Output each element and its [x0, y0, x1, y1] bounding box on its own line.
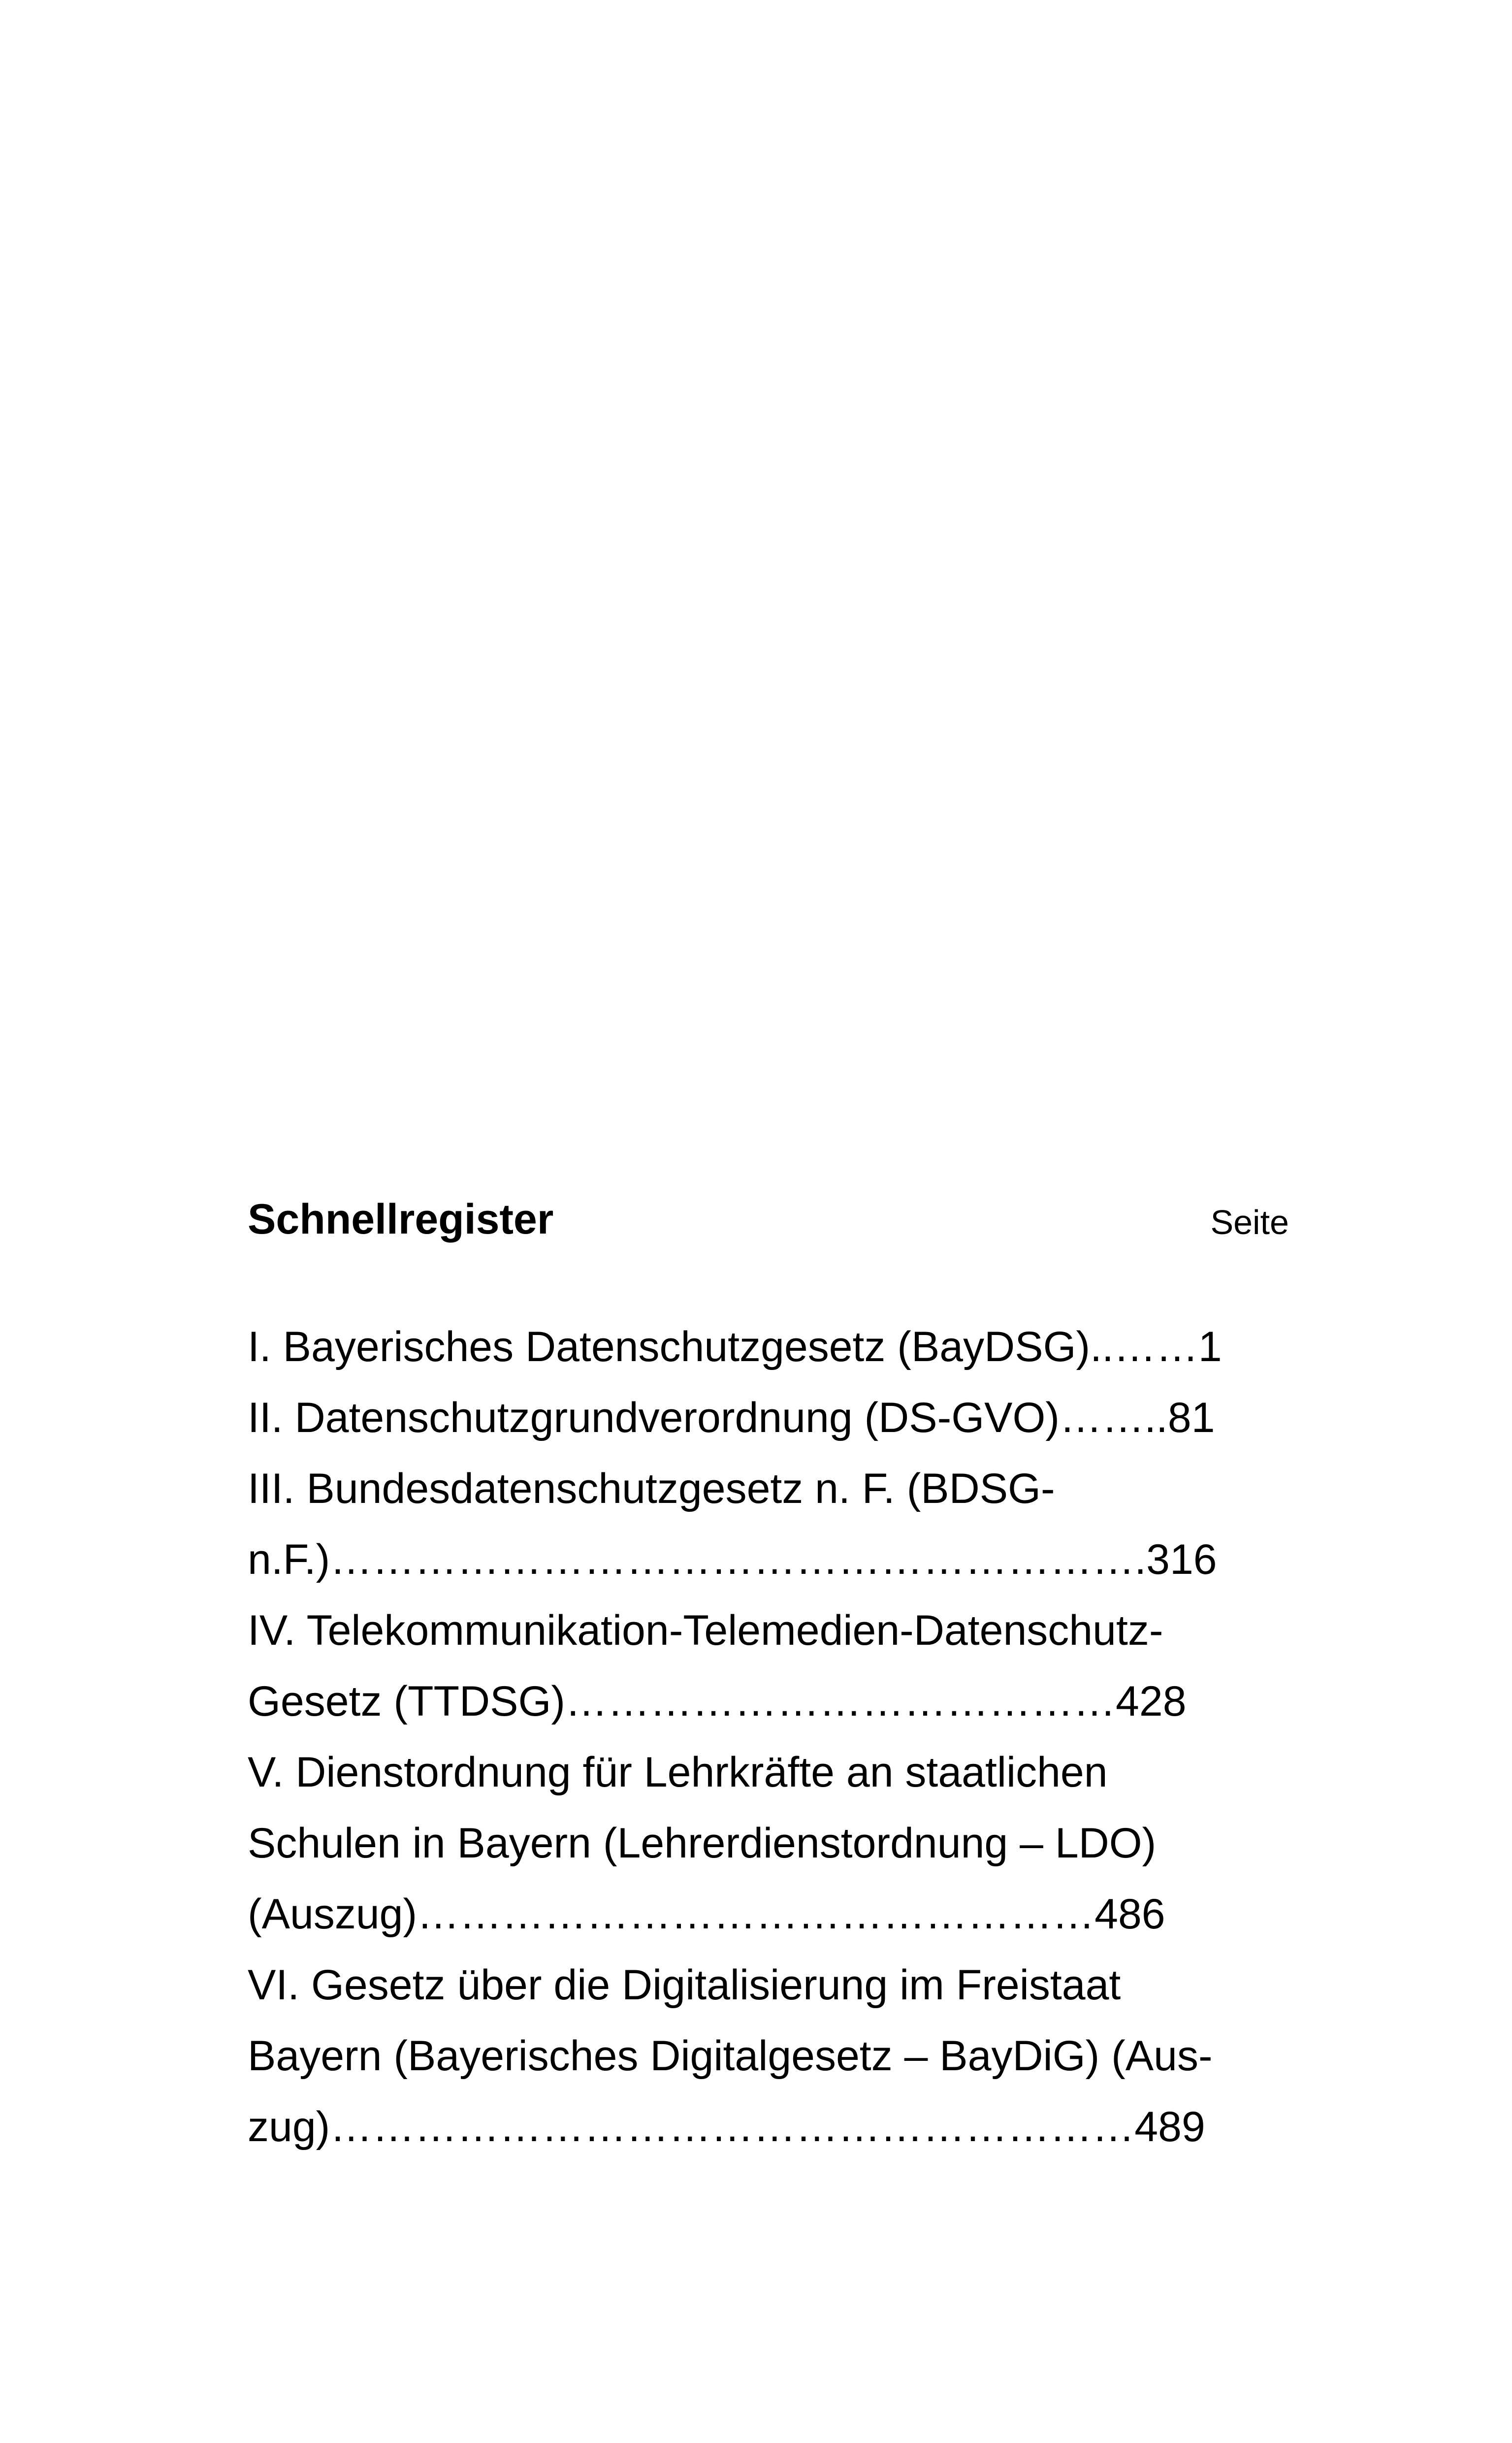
entry-4-line-2: Gesetz (TTDSG)…………………………………428	[248, 1678, 1187, 1725]
entry-3-line-2: n.F.)………………………………………………….316	[248, 1536, 1217, 1583]
entry-5-line-1: V. Dienstordnung für Lehrkräfte an staatlichen	[248, 1749, 1108, 1796]
entry-2-line-1: II. Datenschutzgrundverordnung (DS-GVO)……..81	[248, 1394, 1215, 1441]
entry-1-line-1: I. Bayerisches Datenschutzgesetz (BayDSG)..……1	[248, 1323, 1222, 1370]
entry-4-line-1: IV. Telekommunikation-Telemedien-Datenschutz-	[248, 1607, 1163, 1654]
entry-5-line-2: Schulen in Bayern (Lehrerdienstordnung – LDO)	[248, 1820, 1157, 1867]
entry-3-line-1: III. Bundesdatenschutzgesetz n. F. (BDSG-	[248, 1465, 1055, 1512]
register-entries	[248, 1311, 1289, 2162]
entry-6-line-3: zug)…………………………………………………489	[248, 2103, 1205, 2150]
page-column-label: Seite	[1210, 1203, 1289, 1241]
register-title: Schnellregister	[248, 1196, 554, 1243]
entry-6-line-2: Bayern (Bayerisches Digitalgesetz – BayDiG) (Aus-	[248, 2032, 1213, 2080]
register-header	[248, 1194, 1289, 1258]
quick-register	[248, 1194, 1289, 2150]
entry-6-line-1: VI. Gesetz über die Digitalisierung im Freistaat	[248, 1961, 1121, 2009]
entry-5-line-3: (Auszug)…………………………………………486	[248, 1890, 1165, 1938]
